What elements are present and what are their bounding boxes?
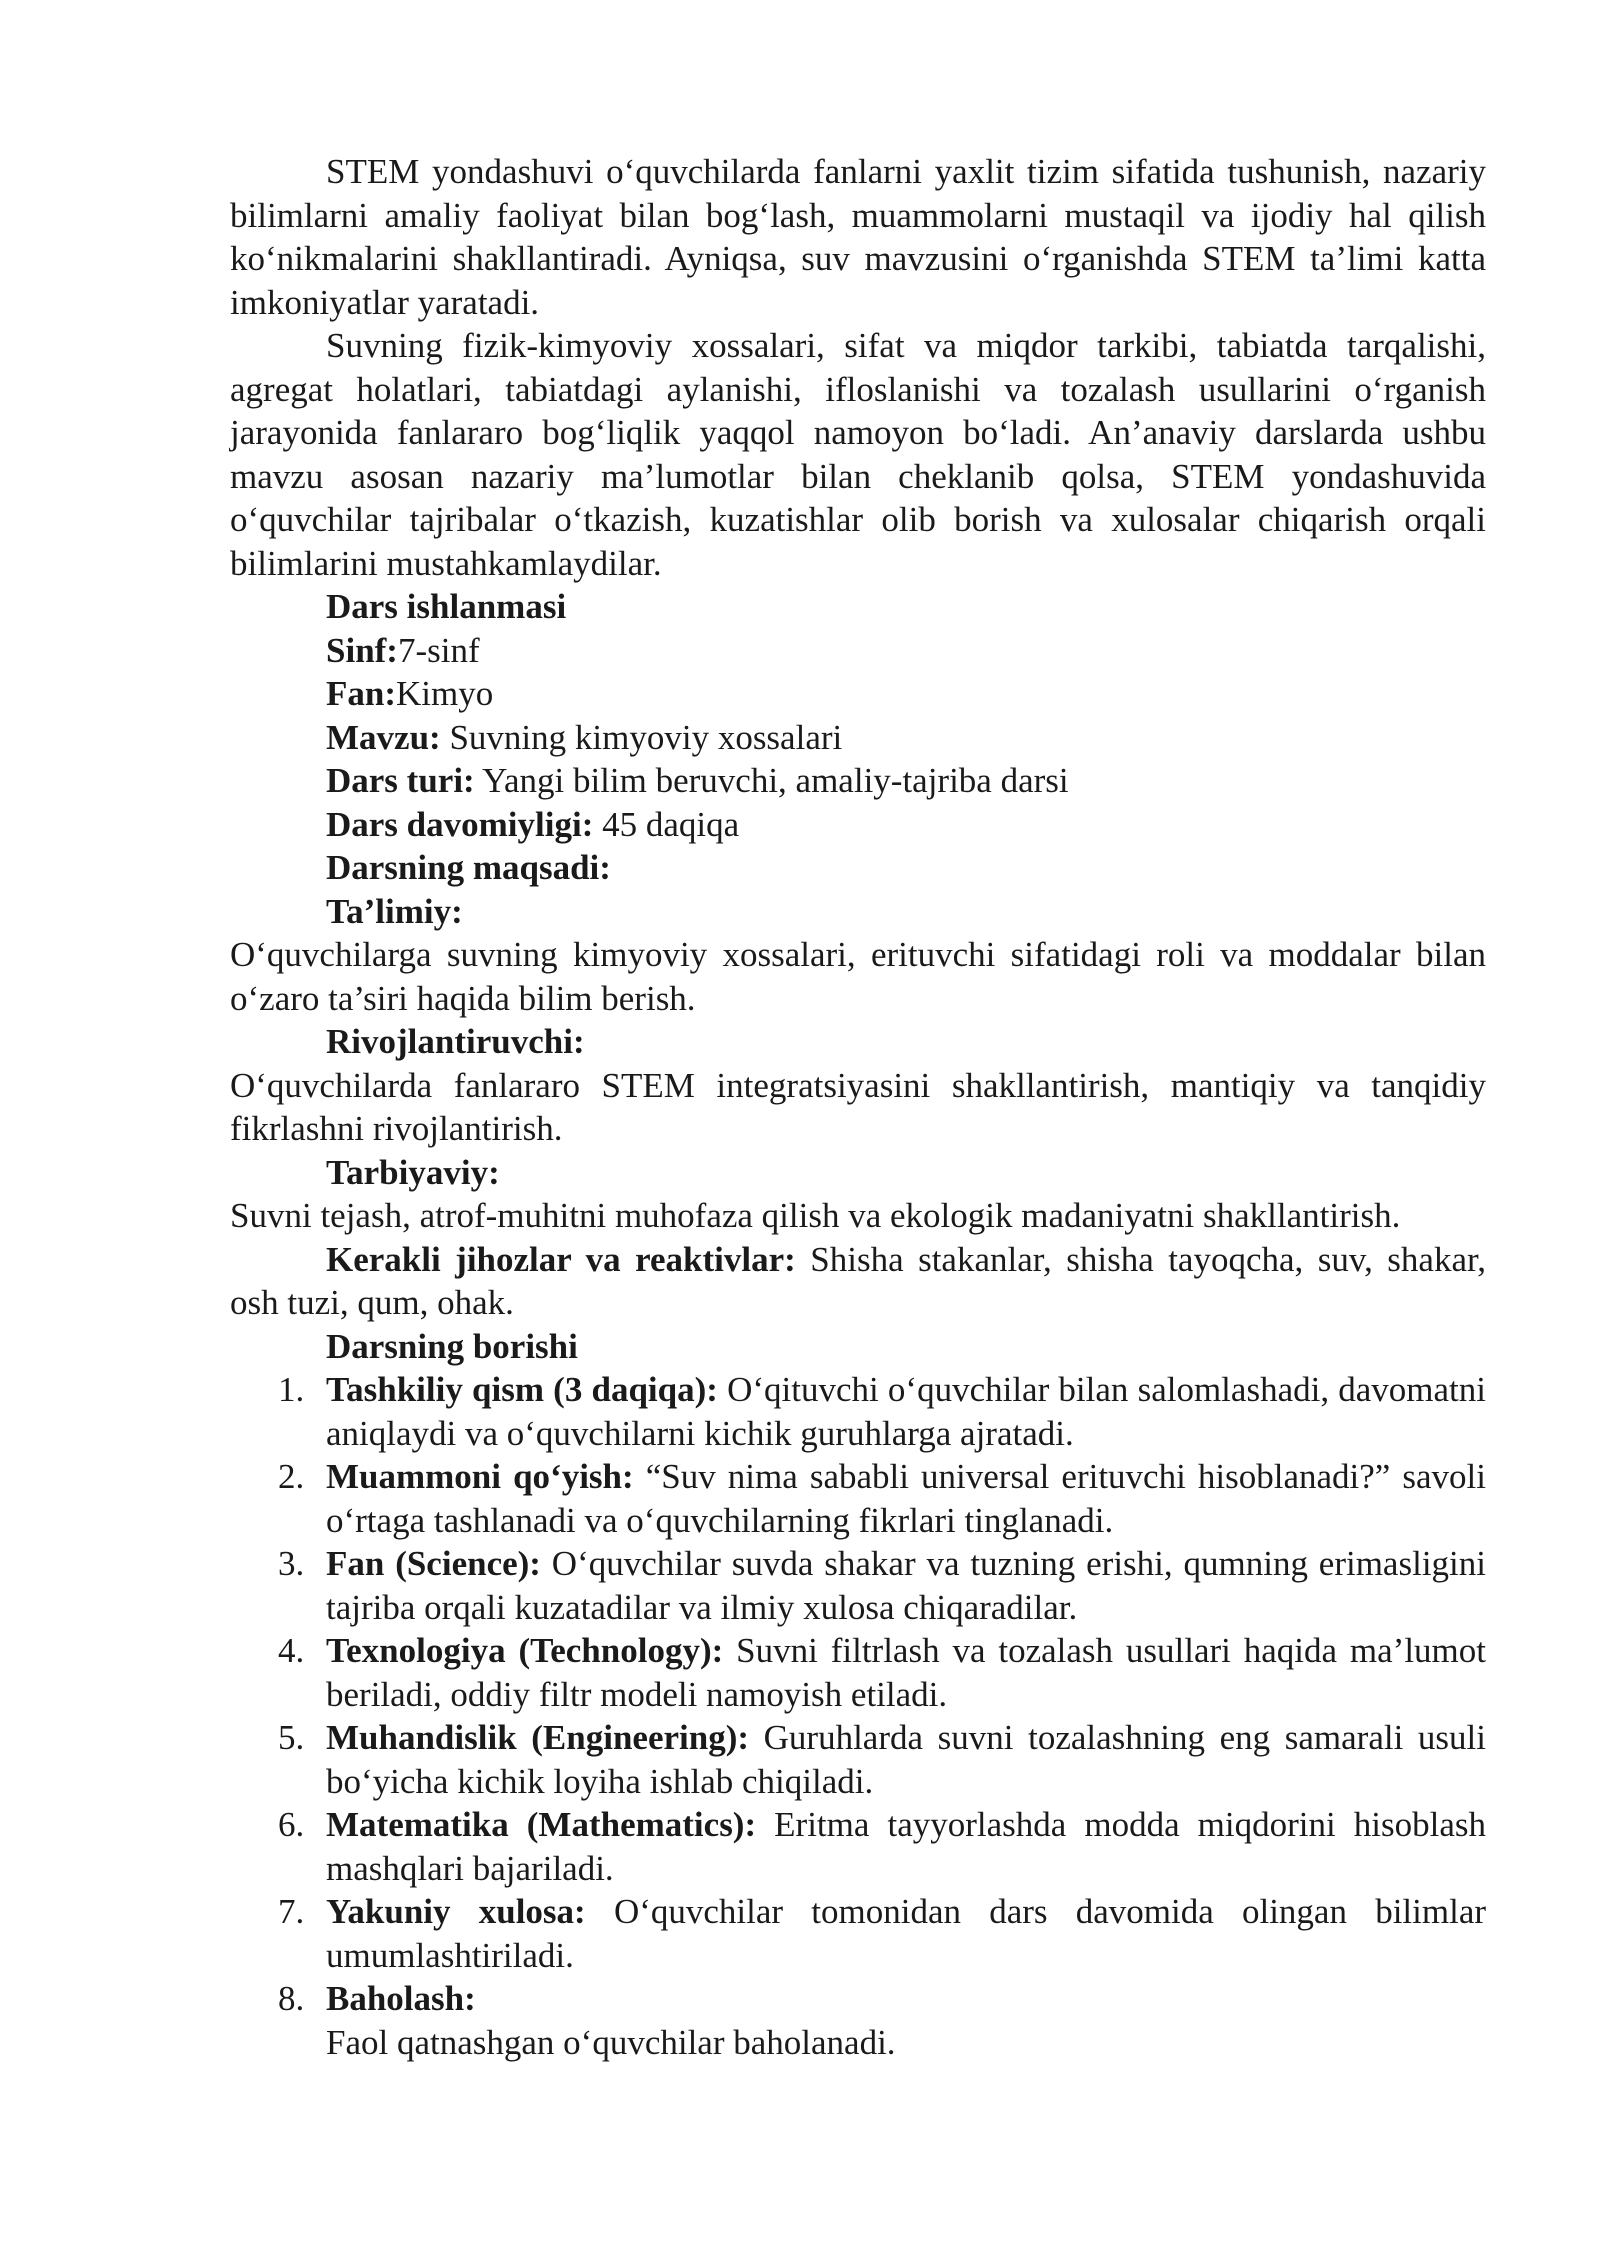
procedure-step: 1. Tashkiliy qism (3 daqiqa): O‘qituvchi o‘quvchilar bilan salomlashadi, davomatni aniqlaydi va o‘quvchilarni kichik guruhlarga ajratadi. <box>278 1370 1486 1453</box>
procedure-step: 8. Baholash: Faol qatnashgan o‘quvchilar baholanadi. <box>278 1979 896 2062</box>
grade-field: Sinf:7-sinf <box>326 630 480 670</box>
lesson-heading: Dars ishlanmasi <box>326 587 567 626</box>
procedure-step: 4. Texnologiya (Technology): Suvni filtrlash va tozalash usullari haqida ma’lumot beriladi, oddiy filtr modeli namoyish etiladi. <box>278 1631 1487 1714</box>
equipment-field: Kerakli jihozlar va reaktivlar: Shisha stakanlar, shisha tayoqcha, suv, shakar, osh tuzi, qum, ohak. <box>230 1239 1486 1322</box>
subject-field: Fan:Kimyo <box>326 674 494 713</box>
procedure-step: 5. Muhandislik (Engineering): Guruhlarda suvni tozalashning eng samarali usuli bo‘yicha kichik loyiha ishlab chiqiladi. <box>278 1718 1486 1801</box>
upbringing-goal-text: Suvni tejash, atrof-muhitni muhofaza qilish va ekologik madaniyatni shakllantirish. <box>230 1196 1401 1235</box>
educational-goal-label: Ta’limiy: <box>326 891 463 931</box>
goals-heading: Darsning maqsadi: <box>326 848 611 887</box>
intro-paragraph-1: STEM yondashuvi o‘quvchilarda fanlarni yaxlit tizim sifatida tushunish, nazariy bilimlarni amaliy faoliyat bilan bog‘lash, muammolarni mustaqil va ijodiy hal qilish ko‘nikmalarini shakllantiradi. Ayniqsa, suv mavzusini o‘rganishda STEM ta’limi katta imkoniyatlar yaratadi. <box>230 152 1486 322</box>
educational-goal-text: O‘quvchilarga suvning kimyoviy xossalari, erituvchi sifatidagi roli va moddalar bilan o‘zaro ta’siri haqida bilim berish. <box>230 935 1486 1018</box>
procedure-steps <box>230 1368 1486 2064</box>
duration-field: Dars davomiyligi: 45 daqiqa <box>326 804 740 844</box>
procedure-step: 2. Muammoni qo‘yish: “Suv nima sababli universal erituvchi hisoblanadi?” savoli o‘rtaga tashlanadi va o‘quvchilarning fikrlari tinglanadi. <box>278 1457 1486 1540</box>
procedure-heading: Darsning borishi <box>326 1326 578 1366</box>
upbringing-goal-label: Tarbiyaviy: <box>326 1152 500 1192</box>
document-page <box>230 150 1486 2064</box>
developmental-goal-label: Rivojlantiruvchi: <box>326 1022 585 1061</box>
intro-paragraph-2: Suvning fizik-kimyoviy xossalari, sifat va miqdor tarkibi, tabiatda tarqalishi, agregat holatlari, tabiatdagi aylanishi, ifloslanishi va tozalash usullarini o‘rganish jarayonida fanlararo bog‘liqlik yaqqol namoyon bo‘ladi. An’anaviy darslarda ushbu mavzu asosan nazariy ma’lumotlar bilan cheklanib qolsa, STEM yondashuvida o‘quvchilar tajribalar o‘tkazish, kuzatishlar olib borish va xulosalar chiqarish orqali bilimlarini mustahkamlaydilar. <box>230 326 1486 583</box>
procedure-step: 7. Yakuniy xulosa: O‘quvchilar tomonidan dars davomida olingan bilimlar umumlashtiriladi. <box>278 1892 1487 1975</box>
developmental-goal-text: O‘quvchilarda fanlararo STEM integratsiyasini shakllantirish, mantiqiy va tanqidiy fikrlashni rivojlantirish. <box>230 1065 1486 1148</box>
procedure-step: 6. Matematika (Mathematics): Eritma tayyorlashda modda miqdorini hisoblash mashqlari bajariladi. <box>278 1805 1486 1888</box>
procedure-step: 3. Fan (Science): O‘quvchilar suvda shakar va tuzning erishi, qumning erimasligini tajriba orqali kuzatadilar va ilmiy xulosa chiqaradilar. <box>278 1544 1486 1627</box>
lesson-type-field: Dars turi: Yangi bilim beruvchi, amaliy-tajriba darsi <box>326 761 1069 800</box>
topic-field: Mavzu: Suvning kimyoviy xossalari <box>326 717 843 757</box>
